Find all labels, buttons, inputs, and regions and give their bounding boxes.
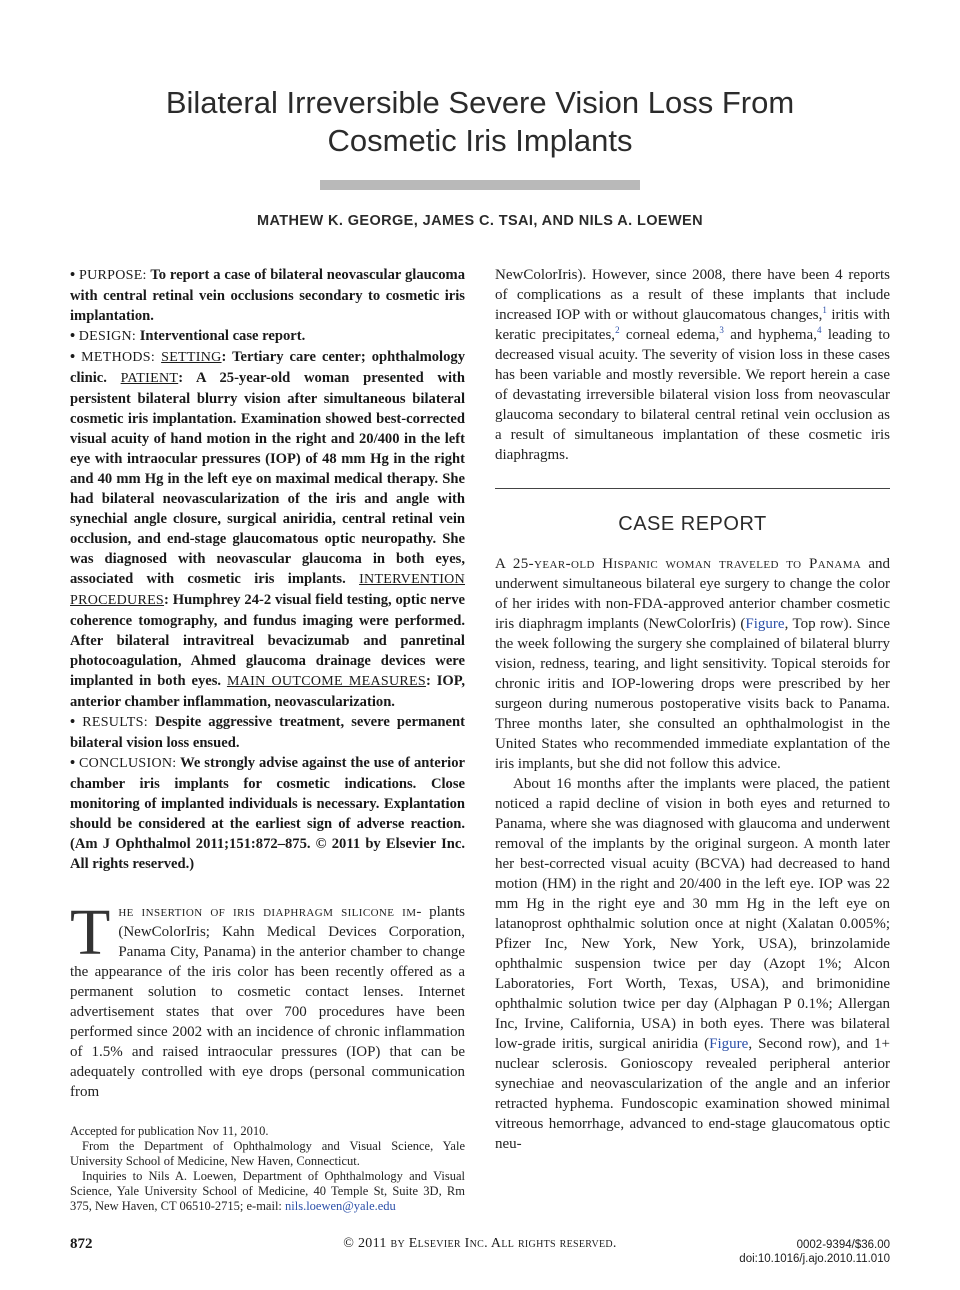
case-report-paragraph-1 <box>495 554 890 774</box>
case-report-text-1a: and underwent simultaneous bilateral eye surgery to change the color of her irides with non-FDA-approved anterior chamber cosmetic iris diaphragm implants (NewColorIris) ( <box>495 556 890 632</box>
case-report-paragraph-2 <box>495 774 890 1154</box>
intervention-label: INTERVENTION PROCEDURES <box>70 572 465 608</box>
bullet-icon: • <box>70 349 76 365</box>
issn-price: 0002-9394/$36.00 <box>796 1239 890 1251</box>
article-title-line-2: Cosmetic Iris Implants <box>327 123 633 158</box>
bullet-icon: • <box>70 328 76 344</box>
figure-link[interactable]: Figure <box>745 616 785 632</box>
email-link[interactable]: nils.loewen@yale.edu <box>285 1199 396 1213</box>
intro-continued-text-1: NewColorIris). However, since 2008, there have been 4 reports of complications as a result of these implants that include increased IOP with or without glaucomatous changes, <box>495 267 890 323</box>
intro-continued-text-5: leading to decreased visual acuity. The severity of vision loss in these cases has been variable and mostly reversible. We report herein a case of devastating irreversible bilateral vision loss from neovascular glaucoma secondary to bilateral central retinal vein occlusion as a result of simultaneous implantation of these cosmetic iris diaphragms. <box>495 327 891 463</box>
footnote-inquiries <box>70 1169 465 1214</box>
title-divider-bar <box>320 180 640 190</box>
abstract-results <box>70 712 465 753</box>
bullet-icon: • <box>70 267 76 283</box>
conclusion-label: CONCLUSION: <box>79 756 177 771</box>
design-text: Interventional case report. <box>139 328 306 344</box>
article-identifiers <box>739 1238 890 1266</box>
abstract-purpose <box>70 265 465 326</box>
results-text: Despite aggressive treatment, severe permanent bilateral vision loss ensued. <box>70 714 465 751</box>
footnote-affiliation: From the Department of Ophthalmology and Visual Science, Yale University School of Medicine, New Haven, Connecticut. <box>70 1139 465 1168</box>
footnotes <box>70 1124 465 1214</box>
article-title-line-1: Bilateral Irreversible Severe Vision Loss From <box>165 85 795 120</box>
footnote-inquiries-text: Inquiries to Nils A. Loewen, Department of Ophthalmology and Visual Science, Yale University School of Medicine, 40 Temple St, Suite 3D, Rm 375, New Haven, CT 06510-2715; e-mail: <box>70 1169 465 1213</box>
case-report-text-1b: , Top row). Since the week following the surgery she complained of bilateral blurry vision, redness, tearing, and light sensitivity. Topical steroids for chronic iritis and IOP-lowering drops were prescribed by her surgeon during numerous postoperative visits back to Panama. Three months later, she consulted an ophthalmologist in the United States who recommended immediate explantation of the iris implants, but she did not follow this advice. <box>495 616 891 772</box>
intro-continued-text-2: iritis with keratic precipitates, <box>495 307 891 343</box>
article-title <box>100 84 860 160</box>
intro-text: plants (NewColorIris; Kahn Medical Devices Corporation, Panama City, Panama) in the anterior chamber to change the appearance of the iris color has been recently offered as a permanent solution to cosmetic contact lenses. Internet advertisement states that over 700 procedures have been performed since 2002 with an incidence of chronic inflammation of 1.5% and raised intraocular pressures (IOP) that can be adequately controlled with eye drops (personal communication from <box>70 904 466 1100</box>
case-report-text-2b: , Second row), and 1+ nuclear sclerosis. Gonioscopy revealed peripheral anterior synechiae and neovascularization of the angle and an inferior retracted hyphema. Fundoscopic examination showed minimal vitreous hemorrhage, advanced to end-stage glaucomatous optic neu- <box>495 1036 890 1152</box>
doi: doi:10.1016/j.ajo.2010.11.010 <box>739 1253 890 1265</box>
reference-link-2[interactable]: 2 <box>615 325 620 335</box>
author-list: MATHEW K. GEORGE, JAMES C. TSAI, AND NILS A. LOEWEN <box>256 213 703 229</box>
abstract-design <box>70 326 465 347</box>
outcome-text: IOP, anterior chamber inflammation, neovascularization. <box>70 673 465 710</box>
conclusion-text: We strongly advise against the use of anterior chamber iris implants for cosmetic indications. Close monitoring of implanted individuals is necessary. Explantation should be considered at the earliest sign of adverse reaction. (Am J Ophthalmol 2011;151:872–875. © 2011 by Elsevier Inc. All rights reserved.) <box>70 755 466 872</box>
figure-link[interactable]: Figure <box>709 1036 749 1052</box>
abstract-conclusion <box>70 753 465 874</box>
page-number: 872 <box>70 1236 93 1252</box>
patient-text: A 25-year-old woman presented with persistent bilateral blurry vision after simultaneous bilateral cosmetic iris implantation. Examination showed best-corrected visual acuity of hand motion in the right and 20/400 in the left eye with intraocular pressures (IOP) of 48 mm Hg in the right and 40 mm Hg in the left eye on maximal medical therapy. She had bilateral neovascularization of the iris and angle with synechial angle closure, surgical aniridia, central retinal vein occlusion, and end-stage glaucomatous optic neuropathy. She was diagnosed with neovascular glaucoma in both eyes, associated with cosmetic iris implants. <box>70 370 465 587</box>
intervention-text: Humphrey 24-2 visual field testing, optic nerve coherence tomography, and fundus imaging were performed. After bilateral intravitreal bevacizumab and panretinal photocoagulation, Ahmed glaucoma drainage devices were implanted in both eyes. <box>70 592 465 689</box>
setting-text: Tertiary care center; ophthalmology clinic. <box>70 349 465 386</box>
patient-label: PATIENT <box>120 371 179 386</box>
reference-link-4[interactable]: 4 <box>816 325 822 335</box>
footnote-accepted: Accepted for publication Nov 11, 2010. <box>70 1124 269 1138</box>
abstract-methods: • METHODS: SETTING: Tertiary care center; ophthalmology clinic. PATIENT: A 25-year-old woman presented with persistent bilateral blurry vision after simultaneous bilateral cosmetic iris implantation. Examination showed best-corrected visual acuity of hand motion in the right and 20/400 in the left eye with intraocular pressures (IOP) of 48 mm Hg in the right and 40 mm Hg in the left eye on maximal medical therapy. She had bilateral neovascularization of the iris and angle with synechial angle closure, surgical aniridia, central retinal vein occlusion, and end-stage glaucomatous optic neuropathy. She was diagnosed with neovascular glaucoma in both eyes, associated with cosmetic iris implants. INTERVENTION PROCEDURES: Humphrey 24-2 visual field testing, optic nerve coherence tomography, and fundus imaging were performed. After bilateral intravitreal bevacizumab and panretinal photocoagulation, Ahmed glaucoma drainage devices were implanted in both eyes. MAIN OUTCOME MEASURES: IOP, anterior chamber inflammation, neovascularization. <box>70 349 465 710</box>
left-column <box>70 265 465 1102</box>
bullet-icon: • <box>70 714 76 730</box>
bullet-icon: • <box>70 755 76 771</box>
section-divider <box>495 488 890 489</box>
introduction-paragraph <box>70 896 466 1102</box>
intro-continued-paragraph <box>495 265 890 465</box>
intro-lead-in: he insertion of iris diaphragm silicone im- <box>118 904 422 920</box>
reference-link-1[interactable]: 1 <box>822 305 827 315</box>
copyright-notice: © 2011 by Elsevier Inc. All rights reserved. <box>343 1236 617 1251</box>
purpose-label: PURPOSE: <box>78 268 147 283</box>
results-label: RESULTS: <box>82 715 148 730</box>
drop-cap: T <box>70 896 111 969</box>
purpose-text: To report a case of bilateral neovascular glaucoma with central retinal vein occlusions secondary to cosmetic iris implantation. <box>70 267 465 324</box>
abstract <box>70 265 465 874</box>
outcome-label: MAIN OUTCOME MEASURES <box>226 674 426 689</box>
case-report-heading: CASE REPORT <box>618 513 767 535</box>
intro-continued-text-3: corneal edema, <box>619 327 720 343</box>
setting-label: SETTING <box>161 350 222 365</box>
case-report-body <box>495 554 890 1154</box>
methods-label: METHODS: <box>81 350 156 365</box>
reference-link-3[interactable]: 3 <box>719 325 724 335</box>
intro-continued-text-4: and hyphema, <box>723 327 817 343</box>
design-label: DESIGN: <box>78 329 137 344</box>
case-report-lead-in: A 25-year-old Hispanic woman traveled to Panama <box>495 556 862 572</box>
right-column <box>495 265 890 1154</box>
case-report-text-2a: About 16 months after the implants were placed, the patient noticed a rapid decline of vision in both eyes and returned to Panama, where she was diagnosed with glaucoma and underwent removal of the implants by the original surgeon. A month later her best-corrected visual acuity (BCVA) had decreased to hand motion (HM) in the right and 20/400 in the left eye. IOP was 22 mm Hg in the right eye and 30 mm Hg in the left eye on latanoprost ophthalmic solution once at night (Xalatan 0.005%; Pfizer Inc, New York, New York, USA), brinzolamide ophthalmic suspension twice per day (Azopt 1%; Alcon Laboratories, Fort Worth, Texas, USA), and brimonidine ophthalmic solution twice per day (Alphagan P 0.1%; Allergan Inc, Irvine, California, USA) in both eyes. There was bilateral low-grade iritis, surgical aniridia ( <box>495 776 890 1052</box>
